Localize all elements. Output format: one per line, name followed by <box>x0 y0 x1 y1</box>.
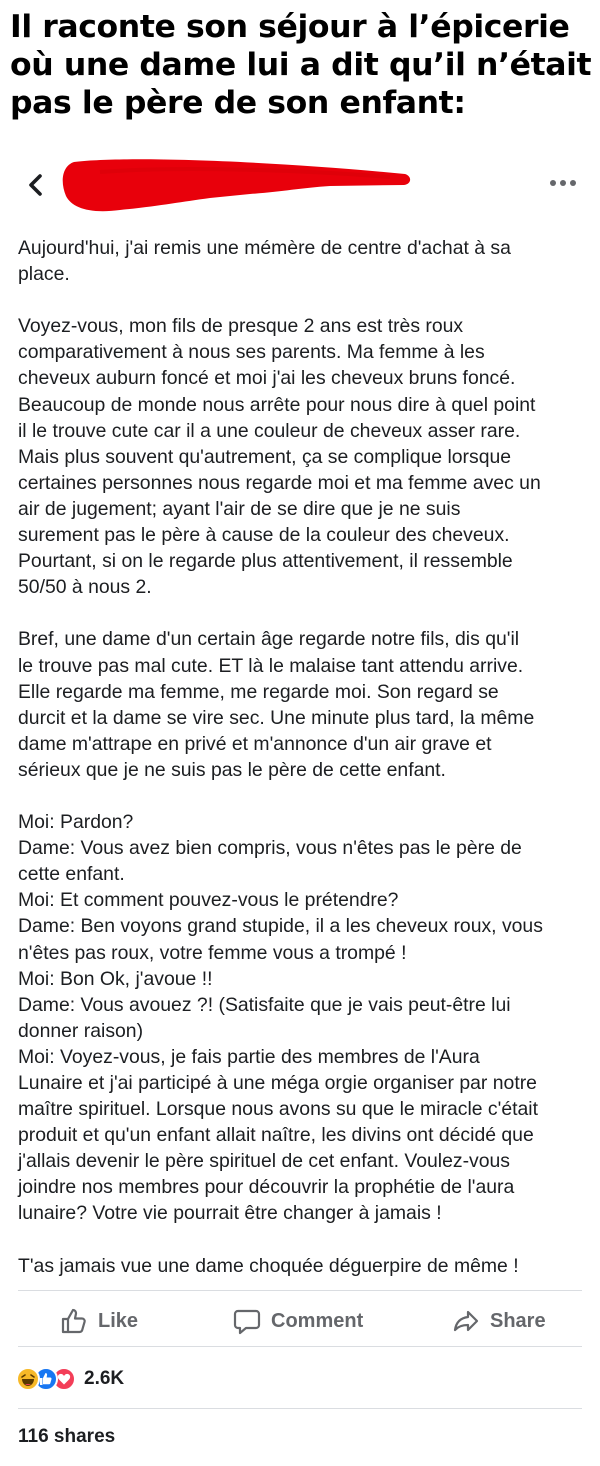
reactions-summary[interactable] <box>16 1364 124 1394</box>
paragraph-gap <box>18 287 588 313</box>
post-text-line: 50/50 à nous 2. <box>18 576 152 599</box>
post-text-line: place. <box>18 263 70 286</box>
post-text-line: donner raison) <box>18 1019 144 1042</box>
post-text-line: comparativement à nous ses parents. Ma femme à les <box>18 341 485 364</box>
post-text-line: durcit et la dame se vire sec. Une minute plus tard, la même <box>18 706 535 729</box>
like-button[interactable] <box>60 1300 138 1342</box>
divider <box>18 1290 582 1291</box>
share-label: Share <box>490 1309 546 1332</box>
redacted-author-name <box>60 152 420 216</box>
post-text-line: cette enfant. <box>18 863 125 886</box>
divider <box>18 1346 582 1347</box>
post-text-line: Dame: Vous avouez ?! (Satisfaite que je vais peut-être lui <box>18 993 511 1016</box>
headline-line: pas le père de son enfant: <box>10 85 466 121</box>
post-text-line: Voyez-vous, mon fils de presque 2 ans est très roux <box>18 315 464 338</box>
post-text-line: joindre nos membres pour découvrir la prophétie de l'aura <box>18 1176 515 1199</box>
post-text-line: maître spirituel. Lorsque nous avons su que le miracle c'était <box>18 1098 538 1121</box>
like-thumb-icon <box>60 1307 88 1335</box>
paragraph-gap <box>18 600 588 626</box>
back-button[interactable] <box>22 170 52 200</box>
post-text-line: Beaucoup de monde nous arrête pour nous dire à quel point <box>18 393 536 416</box>
post-text-line: Dame: Ben voyons grand stupide, il a les cheveux roux, vous <box>18 915 543 938</box>
post-text-line: air de jugement; ayant l'air de se dire que je ne suis <box>18 497 461 520</box>
post-text <box>18 235 588 1279</box>
headline-line: Il raconte son séjour à l’épicerie <box>10 9 570 45</box>
post-text-line: Dame: Vous avez bien compris, vous n'êtes pas le père de <box>18 837 522 860</box>
post-text-line: cheveux auburn foncé et moi j'ai les cheveux bruns foncé. <box>18 367 516 390</box>
back-chevron-icon <box>22 170 52 200</box>
post-text-line: Moi: Pardon? <box>18 811 134 834</box>
post-text-line: lunaire? Votre vie pourrait être changer à jamais ! <box>18 1202 442 1225</box>
post-text-line: le trouve pas mal cute. ET là le malaise tant attendu arrive. <box>18 654 524 677</box>
post-text-line: Moi: Et comment pouvez-vous le prétendre? <box>18 889 399 912</box>
post-text-line: T'as jamais vue une dame choquée déguerpire de même ! <box>18 1254 519 1277</box>
haha-reaction-icon <box>16 1367 40 1391</box>
paragraph-gap <box>18 1227 588 1253</box>
post-text-line: dame m'attrape en privé et m'annonce d'un air grave et <box>18 732 492 755</box>
headline <box>10 8 595 122</box>
more-dots-icon <box>550 180 556 186</box>
comment-button[interactable] <box>233 1300 363 1342</box>
post-text-line: Aujourd'hui, j'ai remis une mémère de centre d'achat à sa <box>18 237 511 259</box>
post-text-line: certaines personnes nous regarde moi et ma femme avec un <box>18 471 541 494</box>
post-text-line: Moi: Voyez-vous, je fais partie des membres de l'Aura <box>18 1045 480 1068</box>
divider <box>18 1408 582 1409</box>
post-text-line: il le trouve cute car il a une couleur de cheveux asser rare. <box>18 419 521 442</box>
post-text-line: j'allais devenir le père spirituel de cet enfant. Voulez-vous <box>18 1150 510 1173</box>
post-actions <box>0 1300 600 1342</box>
post-text-line: Moi: Bon Ok, j'avoue !! <box>18 967 213 990</box>
like-label: Like <box>98 1309 139 1332</box>
more-options-button[interactable] <box>548 177 580 189</box>
share-arrow-icon <box>452 1307 480 1335</box>
comment-bubble-icon <box>233 1307 261 1335</box>
post-text-line: Pourtant, si on le regarde plus attentivement, il ressemble <box>18 550 513 573</box>
post-text-line: n'êtes pas roux, votre femme vous a trompé ! <box>18 941 407 964</box>
more-dots-icon <box>560 180 566 186</box>
post-text-line: produit et qu'un enfant allait naître, les divins ont décidé que <box>18 1124 534 1147</box>
post-text-line: Bref, une dame d'un certain âge regarde notre fils, dis qu'il <box>18 628 520 651</box>
share-button[interactable] <box>452 1300 546 1342</box>
post-text-line: Mais plus souvent qu'autrement, ça se complique lorsque <box>18 445 512 468</box>
reaction-count: 2.6K <box>84 1368 125 1389</box>
post-text-line: Lunaire et j'ai participé à une méga orgie organiser par notre <box>18 1072 537 1094</box>
post-text-line: Elle regarde ma femme, me regarde moi. Son regard se <box>18 680 499 703</box>
post-text-line: sérieux que je ne suis pas le père de cette enfant. <box>18 758 446 781</box>
post-text-line: surement pas le père à cause de la couleur des cheveux. <box>18 524 510 547</box>
headline-line: où une dame lui a dit qu’il n’était <box>10 47 592 83</box>
paragraph-gap <box>18 783 588 809</box>
post-header <box>0 150 600 220</box>
more-dots-icon <box>570 180 576 186</box>
shares-count[interactable]: 116 shares <box>18 1426 116 1447</box>
comment-label: Comment <box>271 1309 364 1332</box>
